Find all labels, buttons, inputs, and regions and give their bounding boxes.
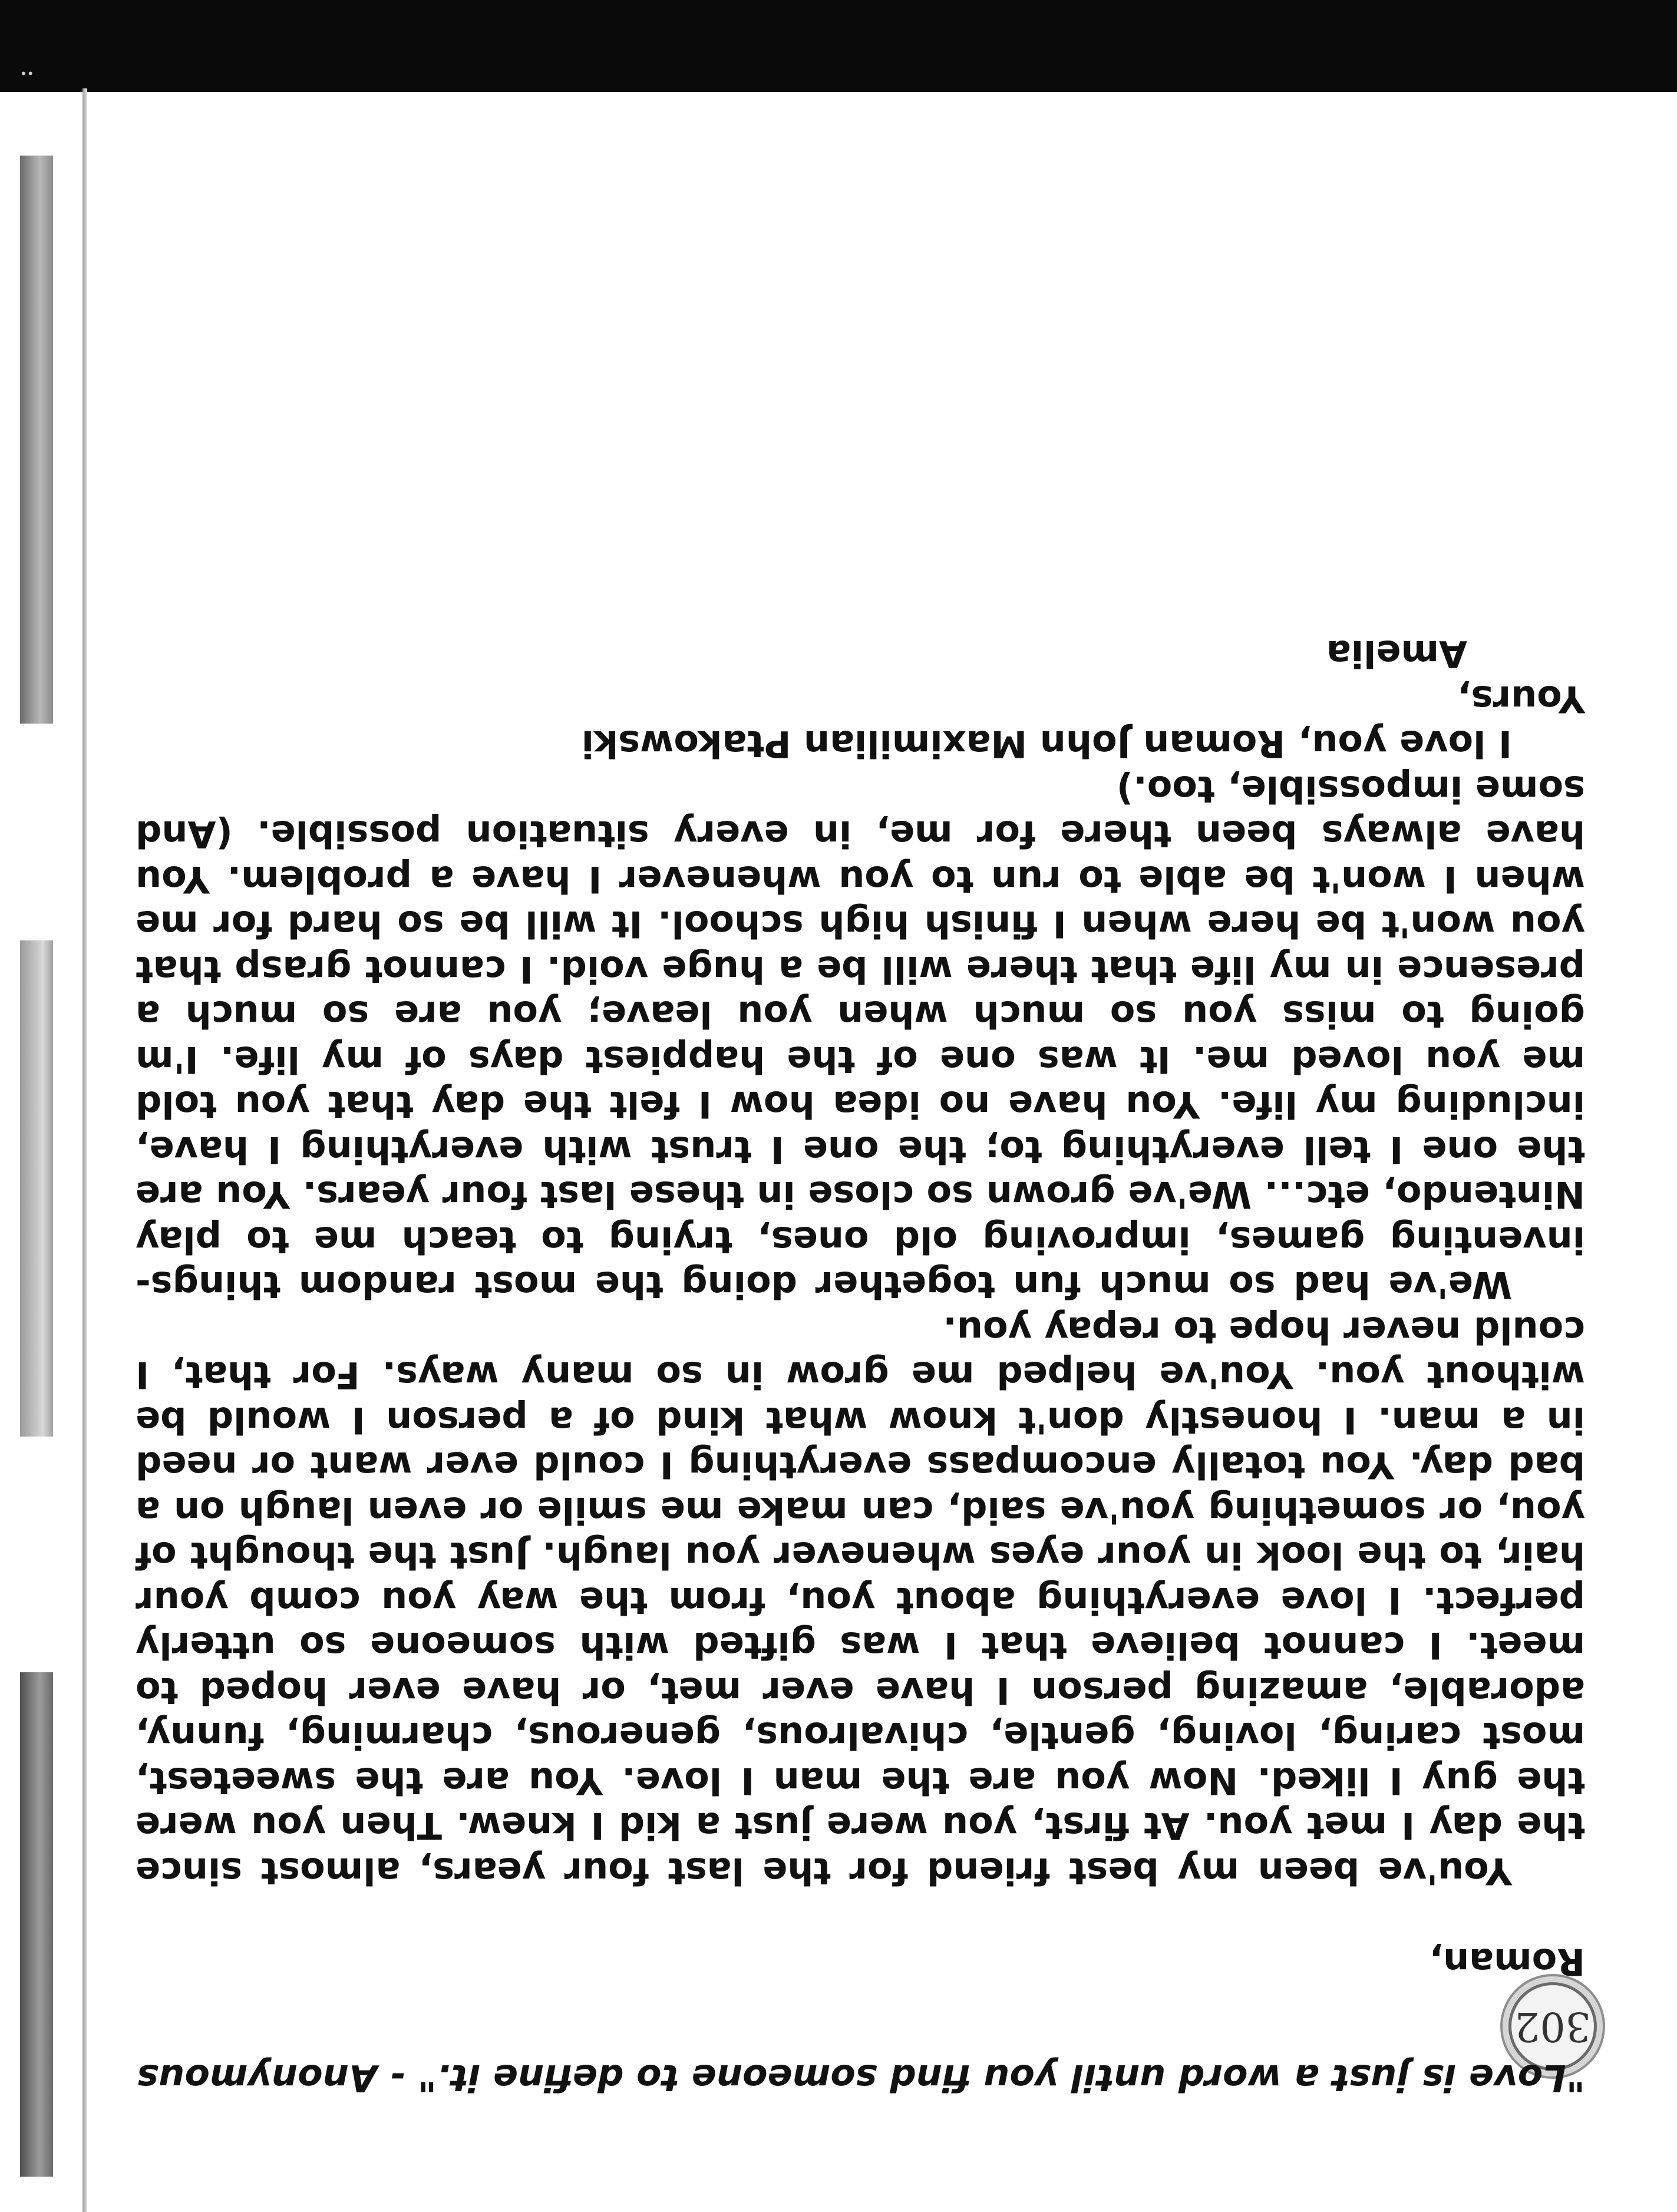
letter-body	[136, 631, 1585, 2100]
page-number-badge: 302	[1508, 1982, 1597, 2071]
closing: Yours,	[1457, 678, 1585, 721]
epigraph-quote: "Love is just a word until you find someone to define it." - Anonymous	[137, 2056, 1585, 2099]
letter-paragraph-1: You've been my best friend for the last four years, almost since the day I met you. At first, you were just a kid I knew. Then you were the guy I liked. Now you are the man I love. You are the sweetest, most caring, loving, gentle, chivalrous, generous, charming, funny, adorable, amazing person I have ever met, or have ever hoped to meet. I cannot believe that I was gifted with someone so utterly perfect. I love everything about you, from the way you comb your hair, to the look in your eyes whenever you laugh. Just the thought of you, or something you've said, can make me smile or even laugh on a bad day. You totally encompass everything I could ever want or need in a man. I honestly don't know what kind of a person I would be without you. You've helped me grow in so many ways. For that, I could never hope to repay you.	[136, 1309, 1585, 1893]
love-line: I love you, Roman John Maximilian Ptakowski	[581, 722, 1512, 766]
scan-corner-mark: ••	[20, 67, 34, 81]
signature: Amelia	[1326, 632, 1467, 676]
letter-paragraph-2: We've had so much fun together doing the most random things- inventing games, improving old ones, trying to teach me to play Nintendo, etc... We've grown so close in these last four years. You are the one I tell everything to; the one I trust with everything I have, including my life. You have no idea how I felt the day that you told me you loved me. It was one of the happiest days of my life. I'm going to miss you so much when you leave; you are so much a presence in my life that there will be a huge void. I cannot grasp that you won't be here when I finish high school. It will be so hard for me when I won't be able to run to you whenever I have a problem. You have always been there for me, in every situation possible. (And some impossible, too.)	[136, 768, 1585, 1307]
salutation: Roman,	[1429, 1940, 1585, 1984]
